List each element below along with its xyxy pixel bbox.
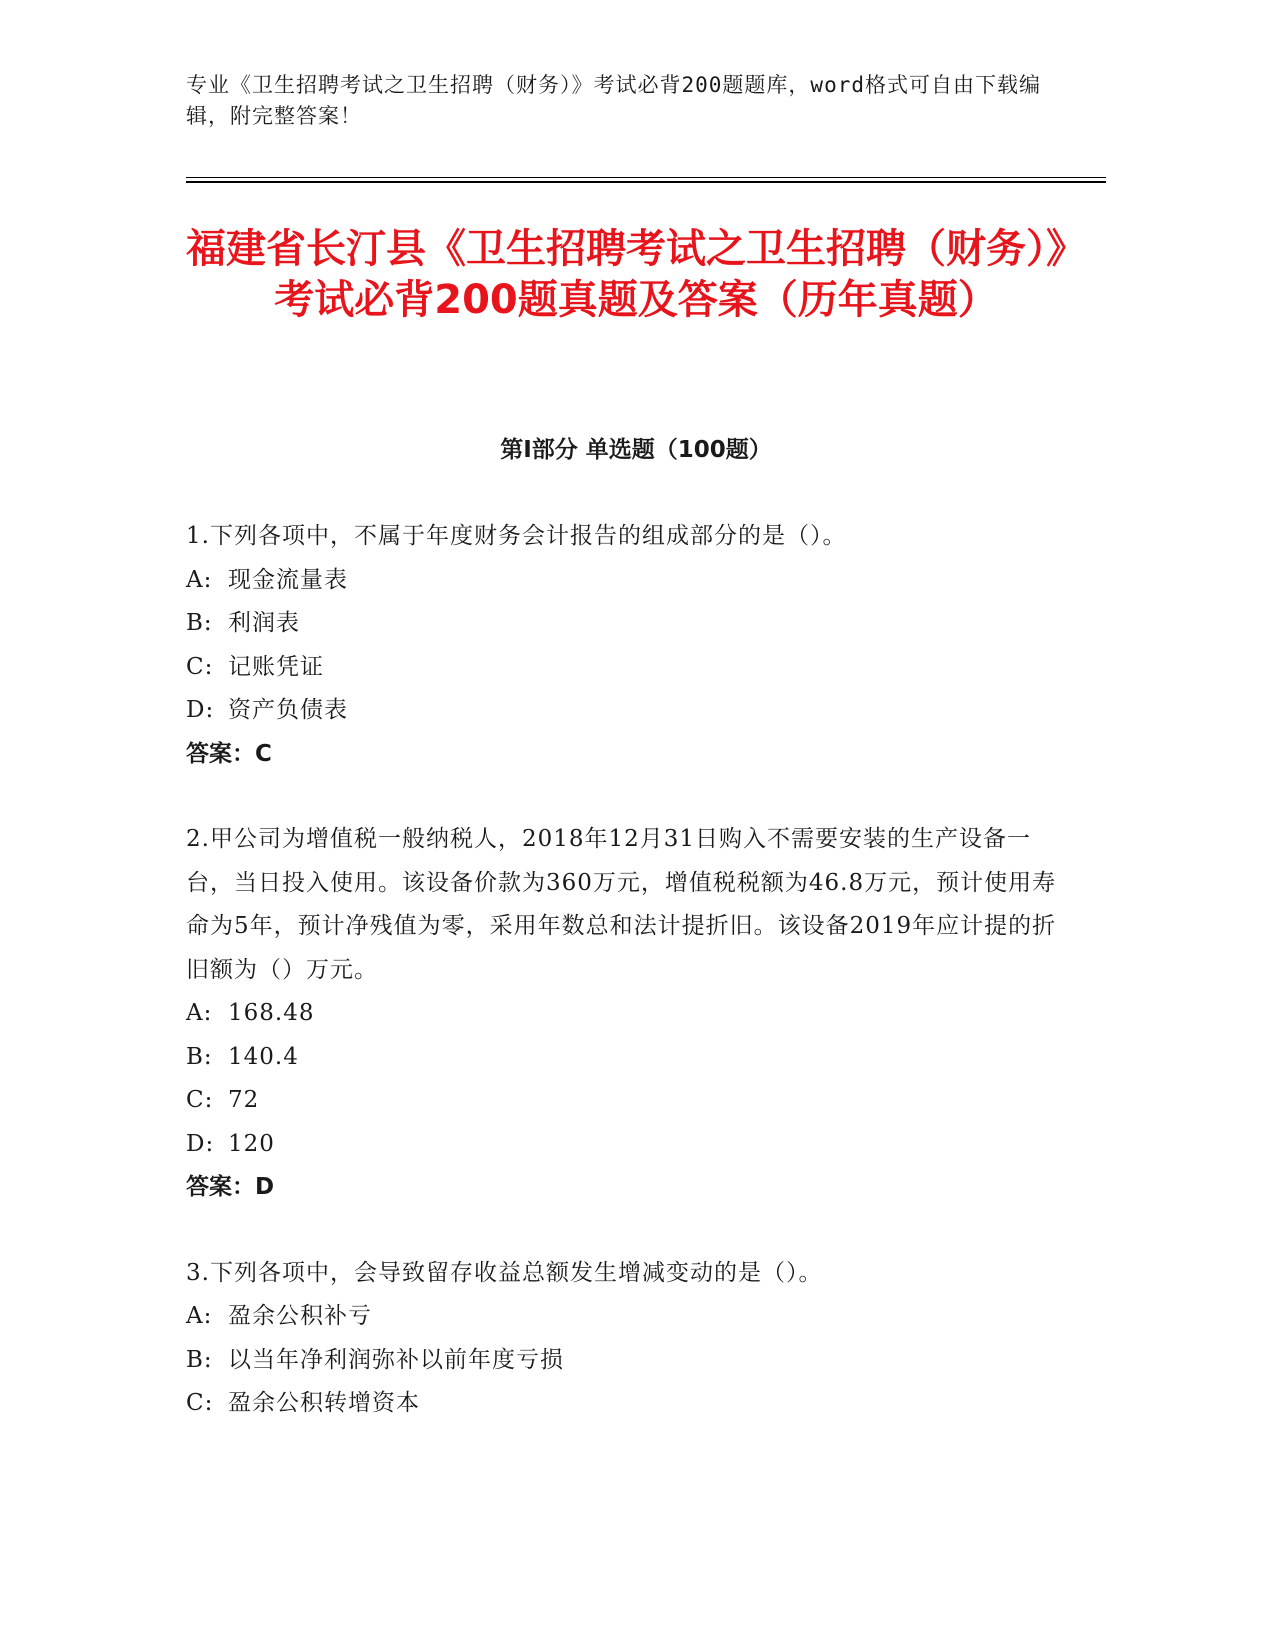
option-text: 72: [228, 1087, 260, 1113]
question-list: [186, 515, 1066, 1468]
header-divider-thin: [186, 177, 1106, 178]
section-heading: 第Ⅰ部分 单选题（100题）: [500, 437, 772, 463]
option-d: [186, 689, 1066, 733]
option-text: 168.48: [228, 1000, 315, 1026]
option-text: 利润表: [228, 610, 300, 636]
question-1: [186, 515, 1066, 776]
option-letter: B:: [186, 1346, 213, 1373]
option-letter: B:: [186, 1043, 213, 1070]
option-text: 盈余公积转增资本: [228, 1390, 420, 1416]
option-a: [186, 1295, 1066, 1339]
option-letter: B:: [186, 610, 213, 636]
option-letter: D:: [186, 1130, 215, 1157]
option-letter: A:: [186, 566, 213, 593]
option-c: [186, 646, 1066, 690]
option-text: 140.4: [228, 1043, 299, 1070]
option-letter: C:: [186, 1087, 214, 1113]
option-c: [186, 1079, 1066, 1123]
document-title: 福建省长汀县《卫生招聘考试之卫生招聘（财务）》考试必背200题真题及答案（历年真题）: [186, 226, 1086, 323]
option-text: 盈余公积补亏: [228, 1303, 372, 1329]
answer-line: 答案：D: [186, 1174, 275, 1200]
header-note: 专业《卫生招聘考试之卫生招聘（财务）》考试必背200题题库，word格式可自由下载编辑，附完整答案！: [186, 73, 1041, 128]
option-text: 记账凭证: [228, 653, 324, 680]
question-stem: 2.甲公司为增值税一般纳税人，2018年12月31日购入不需要安装的生产设备一台，当日投入使用。该设备价款为360万元，增值税税额为46.8万元，预计使用寿命为5年，预计净残值为零，采用年数总和法计提折旧。该设备2019年应计提的折旧额为（）万元。: [186, 826, 1057, 983]
question-stem: 1.下列各项中，不属于年度财务会计报告的组成部分的是（）。: [186, 523, 847, 549]
option-letter: A:: [186, 1303, 213, 1329]
option-text: 资产负债表: [228, 697, 348, 723]
option-text: 以当年净利润弥补以前年度亏损: [228, 1346, 564, 1373]
header-divider-thick: [186, 181, 1106, 183]
option-letter: D:: [186, 697, 215, 723]
option-b: [186, 1036, 1066, 1080]
option-letter: A:: [186, 1000, 213, 1026]
option-a: [186, 992, 1066, 1036]
option-text: 现金流量表: [228, 566, 348, 593]
question-2: [186, 818, 1066, 1210]
option-b: [186, 602, 1066, 646]
option-a: [186, 559, 1066, 603]
option-d: [186, 1123, 1066, 1167]
answer-line: 答案：C: [186, 740, 272, 767]
option-letter: C:: [186, 653, 214, 680]
option-b: [186, 1339, 1066, 1383]
option-text: 120: [228, 1130, 275, 1157]
question-stem: 3.下列各项中，会导致留存收益总额发生增减变动的是（）。: [186, 1259, 823, 1286]
option-c: [186, 1382, 1066, 1426]
question-3: [186, 1252, 1066, 1426]
option-letter: C:: [186, 1390, 214, 1416]
